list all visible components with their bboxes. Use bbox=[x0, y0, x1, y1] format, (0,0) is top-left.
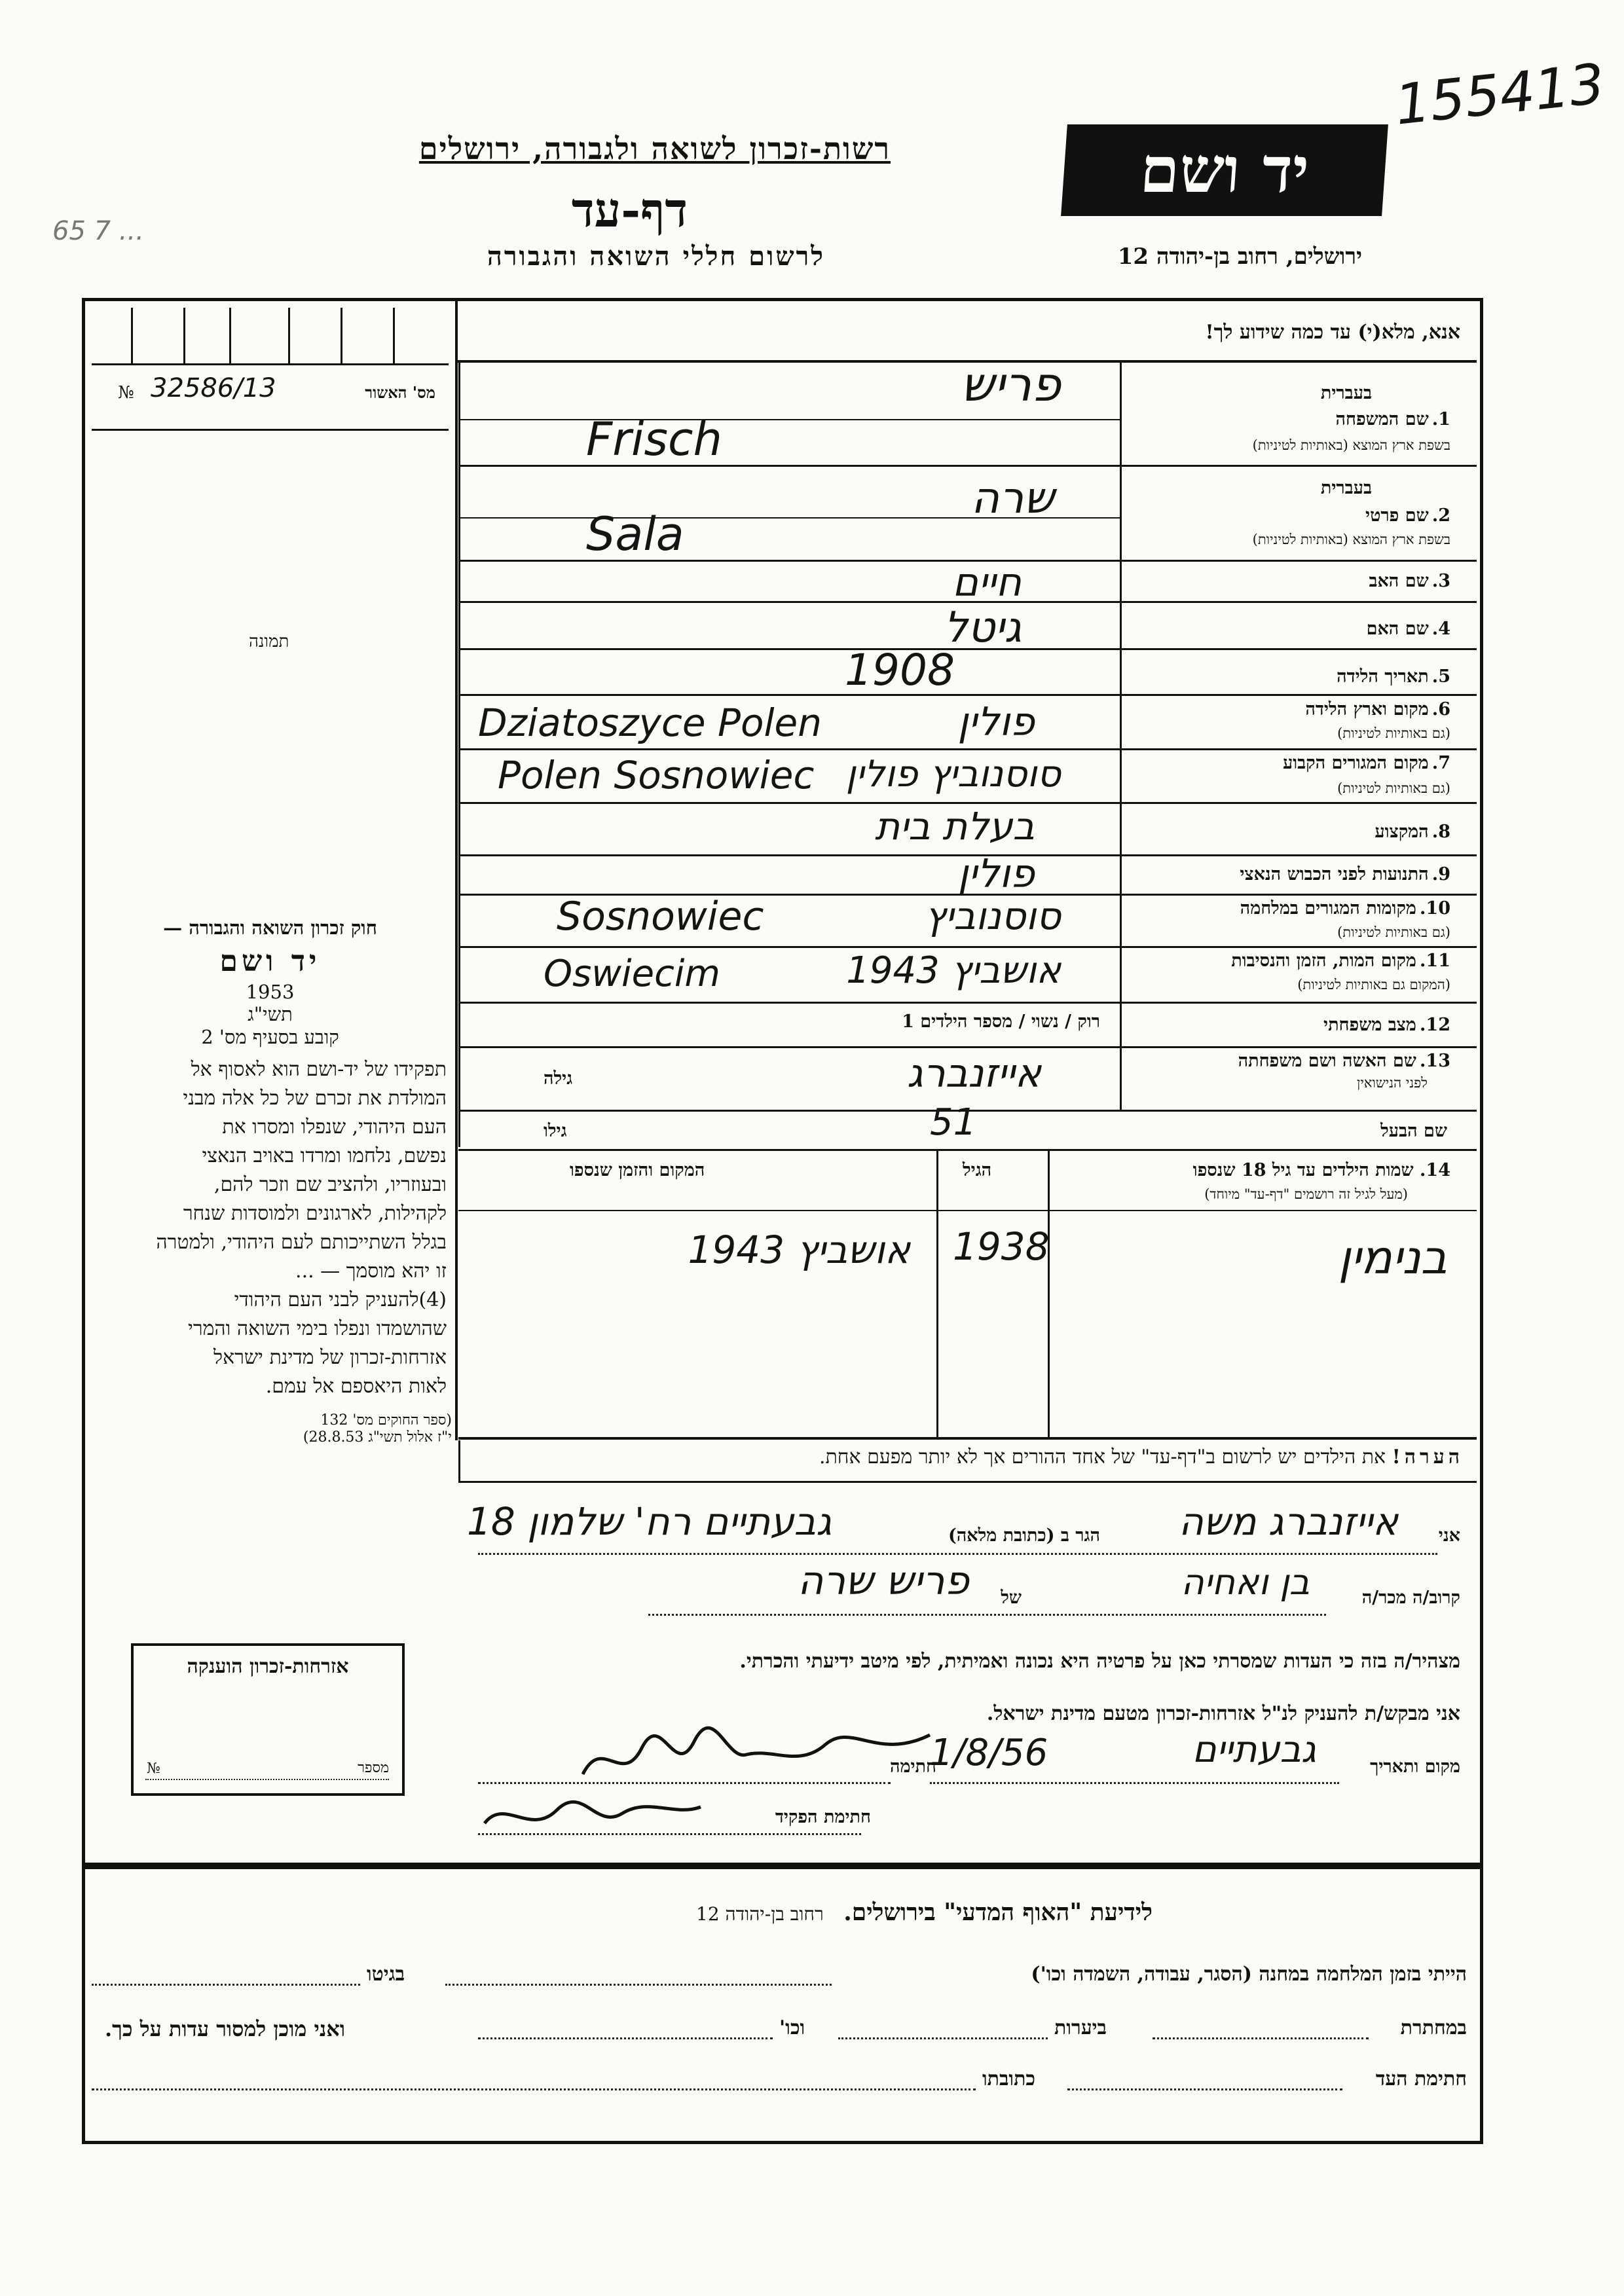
field-13-label: 13. שם האשה ושם משפחתה bbox=[1238, 1051, 1450, 1071]
field-6-value-heb: פולין bbox=[957, 699, 1035, 745]
footer-line3-a: חתימת העד bbox=[1375, 2068, 1467, 2090]
field-4-label: 4. שם האם bbox=[1366, 619, 1450, 639]
field-8-label: 8. המקצוע bbox=[1375, 822, 1450, 842]
i-value: אייזנברג משה bbox=[1178, 1499, 1398, 1544]
law-year-greg: 1953 bbox=[246, 981, 295, 1003]
field-8-value: בעלת בית bbox=[875, 804, 1035, 848]
children-age-col: הגיל bbox=[963, 1160, 992, 1180]
registration-label: מס' האשור bbox=[365, 383, 435, 402]
photo-label: תמונה bbox=[249, 632, 289, 651]
field-11-value-lat: Oswiecim bbox=[544, 953, 720, 995]
authority-name: רשות-זכרון לשואה ולגבורה, ירושלים bbox=[418, 131, 891, 166]
field-9-value: פולין bbox=[957, 851, 1035, 897]
field-2-sub: בשפת ארץ המוצא (באותיות לטיניות) bbox=[1252, 532, 1450, 547]
field-10-label: 10. מקומות המגורים במלחמה bbox=[1240, 898, 1450, 919]
form-title: דף-עד bbox=[571, 182, 688, 238]
field-11-sub: (המקום גם באותיות לטיניות) bbox=[1297, 977, 1450, 993]
field-11-label: 11. מקום המות, הזמן והנסיבות bbox=[1231, 951, 1450, 971]
address: ירושלים, רחוב בן-יהודה 12 bbox=[1117, 244, 1362, 270]
field-4-value: גיטל bbox=[944, 604, 1022, 652]
residing-label: הגר ב (כתובת מלאה) bbox=[948, 1525, 1100, 1546]
note-label: הערה! bbox=[1392, 1446, 1464, 1468]
form-subtitle: לרשום חללי השואה והגבורה bbox=[487, 241, 825, 272]
margin-note: 65 7 ... bbox=[52, 216, 144, 246]
note-text: את הילדים יש לרשום ב"דף-עד" של אחד ההורים אך לא יותר מפעם אחת. bbox=[819, 1446, 1386, 1468]
officer-label: חתימת הפקיד bbox=[775, 1807, 871, 1827]
children-sub: (מעל לגיל זה רושמים "דף-עד" מיוחד) bbox=[1204, 1186, 1408, 1202]
field-11-value-heb: אושביץ 1943 bbox=[846, 949, 1061, 992]
hebrew-label-1: בעברית bbox=[1320, 383, 1372, 403]
field-2-value-heb: שרה bbox=[970, 473, 1054, 523]
field-1-value-lat: Frisch bbox=[586, 412, 722, 466]
law-title: חוק זכרון השואה והגבורה — bbox=[163, 917, 377, 939]
footer-line2-c: וכו' bbox=[779, 2016, 805, 2039]
footer-title: לידיעת "האוף המדעי" בירושלים. bbox=[843, 1899, 1153, 1926]
footer-address: רחוב בן-יהודה 12 bbox=[696, 1903, 824, 1925]
law-block bbox=[88, 917, 452, 1446]
husband-label: שם הבעל bbox=[1380, 1121, 1447, 1141]
relation-value: בן ואחיה bbox=[1181, 1561, 1310, 1603]
law-logo: יד ושם bbox=[219, 945, 321, 978]
citizenship-box bbox=[131, 1643, 405, 1796]
hebrew-label-2: בעברית bbox=[1320, 478, 1372, 498]
field-5-value: 1908 bbox=[845, 645, 955, 695]
field-3-value: חיים bbox=[952, 560, 1022, 606]
law-year-heb: תשי"ג bbox=[248, 1003, 293, 1025]
of-value: פריש שרה bbox=[798, 1558, 969, 1604]
officer-signature-mark bbox=[478, 1791, 714, 1843]
law-ref-1: (ספר החוקים מס' 132 bbox=[320, 1412, 452, 1429]
wife-age-label: גילה bbox=[544, 1068, 573, 1089]
child-1-place: אושביץ 1943 bbox=[688, 1228, 910, 1272]
children-header: 14. שמות הילדים עד גיל 18 שנספו bbox=[1192, 1160, 1450, 1180]
children-place-col: המקום והזמן שנספו bbox=[570, 1160, 705, 1180]
citizenship-box-title: אזרחות-זכרון הוענקה bbox=[187, 1655, 349, 1678]
footer-line1-b: בגיטו bbox=[367, 1963, 405, 1986]
relation-label: קרוב/ה מכר/ה bbox=[1361, 1588, 1460, 1608]
field-10-value-heb: סוסנוביץ bbox=[925, 894, 1061, 938]
citizenship-no-symbol: № bbox=[147, 1760, 160, 1777]
registration-value: 32586/13 bbox=[151, 373, 276, 403]
field-5-label: 5. תאריך הלידה bbox=[1337, 666, 1450, 687]
yad-vashem-logo: יד ושם bbox=[1061, 124, 1388, 216]
husband-value: 51 bbox=[930, 1101, 977, 1144]
field-10-sub: (גם באותיות לטיניות) bbox=[1337, 924, 1450, 940]
field-7-value-lat: Polen Sosnowiec bbox=[498, 753, 815, 797]
field-1-sub: בשפת ארץ המוצא (באותיות לטיניות) bbox=[1252, 437, 1450, 453]
date-value: 1/8/56 bbox=[930, 1732, 1048, 1774]
field-2-value-lat: Sala bbox=[586, 507, 684, 561]
footer-line2-a: במחתרת bbox=[1400, 2016, 1467, 2039]
footer-line3-b: כתובתו bbox=[982, 2068, 1036, 2090]
field-9-label: 9. התנועות לפני הכבוש הנאצי bbox=[1240, 864, 1450, 884]
field-6-sub: (גם באותיות לטיניות) bbox=[1337, 725, 1450, 741]
registration-no-symbol: № bbox=[118, 383, 134, 403]
child-1-age: 1938 bbox=[953, 1224, 1050, 1269]
field-1-label: 1. שם המשפחה bbox=[1335, 409, 1450, 429]
of-label: של bbox=[1001, 1588, 1022, 1608]
statement: מצהיר/ה בזה כי העדות שמסרתי כאן על פרטיה היא נכונה ואמיתית, לפי מיטב ידיעתי והכרתי. bbox=[739, 1650, 1460, 1673]
footer-title-row bbox=[696, 1899, 1153, 1926]
footer-line1-a: הייתי בזמן המלחמה במחנה (הסגר, עבודה, השמדה וכו') bbox=[1031, 1963, 1467, 1986]
field-10-value-lat: Sosnowiec bbox=[557, 894, 764, 939]
place-date-label: מקום ותאריך bbox=[1370, 1757, 1460, 1777]
law-text: תפקידו של יד-ושם הוא לאסוף אל המולדת את זכרם של כל אלה מבני העם היהודי, שנפלו ומסרו את נפשם, נלחמו ומרדו באויב הנאצי ובעוזריו, ולהציב שם וזכר להם, לקהילות, לארגונים ולמוסדות שנחר בגלל השתייכותם לעם היהודי, ולמטרה זו יהא מוסמך — ... (4)להעניק לבני העם היהודי שהושמדו ונפלו בימי השואה והמרי אזרחות-זכרון של מדינת ישראל לאות היאספם אל עמם. bbox=[156, 1058, 447, 1398]
field-12-label: 12. מצב משפחתי bbox=[1323, 1015, 1450, 1035]
registration-box bbox=[92, 308, 449, 432]
law-clause: קובע בסעיף מס' 2 bbox=[201, 1026, 339, 1048]
field-7-sub: (גם באותיות לטיניות) bbox=[1337, 780, 1450, 796]
place-value: גבעתיים bbox=[1192, 1728, 1316, 1771]
footer-line2-d: ואני מוכן למסור עדות על כך. bbox=[105, 2016, 346, 2041]
child-1-name: בנימין bbox=[1338, 1231, 1447, 1285]
law-ref-2: י"ז אלול תשי"ג 28.8.53) bbox=[303, 1429, 452, 1446]
field-7-label: 7. מקום המגורים הקבוע bbox=[1282, 753, 1450, 773]
residing-value: גבעתיים רח' שלמון 18 bbox=[466, 1499, 832, 1544]
intro-text: אנא, מלא(י) עד כמה שידוע לך! bbox=[1205, 321, 1460, 344]
field-6-label: 6. מקום וארץ הלידה bbox=[1305, 699, 1450, 720]
citizenship-number-label: מספר bbox=[358, 1760, 389, 1776]
field-13-sub: לפני הנישואין bbox=[1357, 1075, 1428, 1091]
husband-age-label: גילו bbox=[544, 1121, 567, 1141]
field-3-label: 3. שם האב bbox=[1369, 571, 1450, 591]
field-7-value-heb: סוסנוביץ פולין bbox=[845, 753, 1061, 795]
i-label: אני bbox=[1438, 1525, 1460, 1546]
footer-line2-b: ביערות bbox=[1054, 2016, 1107, 2039]
signature-label: חתימה bbox=[889, 1757, 936, 1777]
request: אני מבקש/ת להעניק לנ"ל אזרחות-זכרון מטעם מדינת ישראל. bbox=[986, 1702, 1460, 1725]
field-13-value: אייזנברג bbox=[906, 1051, 1041, 1097]
field-6-value-lat: Dziatoszyce Polen bbox=[478, 701, 822, 745]
archive-number: 155413 bbox=[1392, 51, 1608, 137]
field-2-label: 2. שם פרטי bbox=[1365, 505, 1450, 526]
field-1-value-heb: פריש bbox=[961, 357, 1061, 412]
note bbox=[819, 1446, 1464, 1468]
field-12-value: רוק / נשוי / מספר הילדים 1 bbox=[902, 1011, 1100, 1032]
